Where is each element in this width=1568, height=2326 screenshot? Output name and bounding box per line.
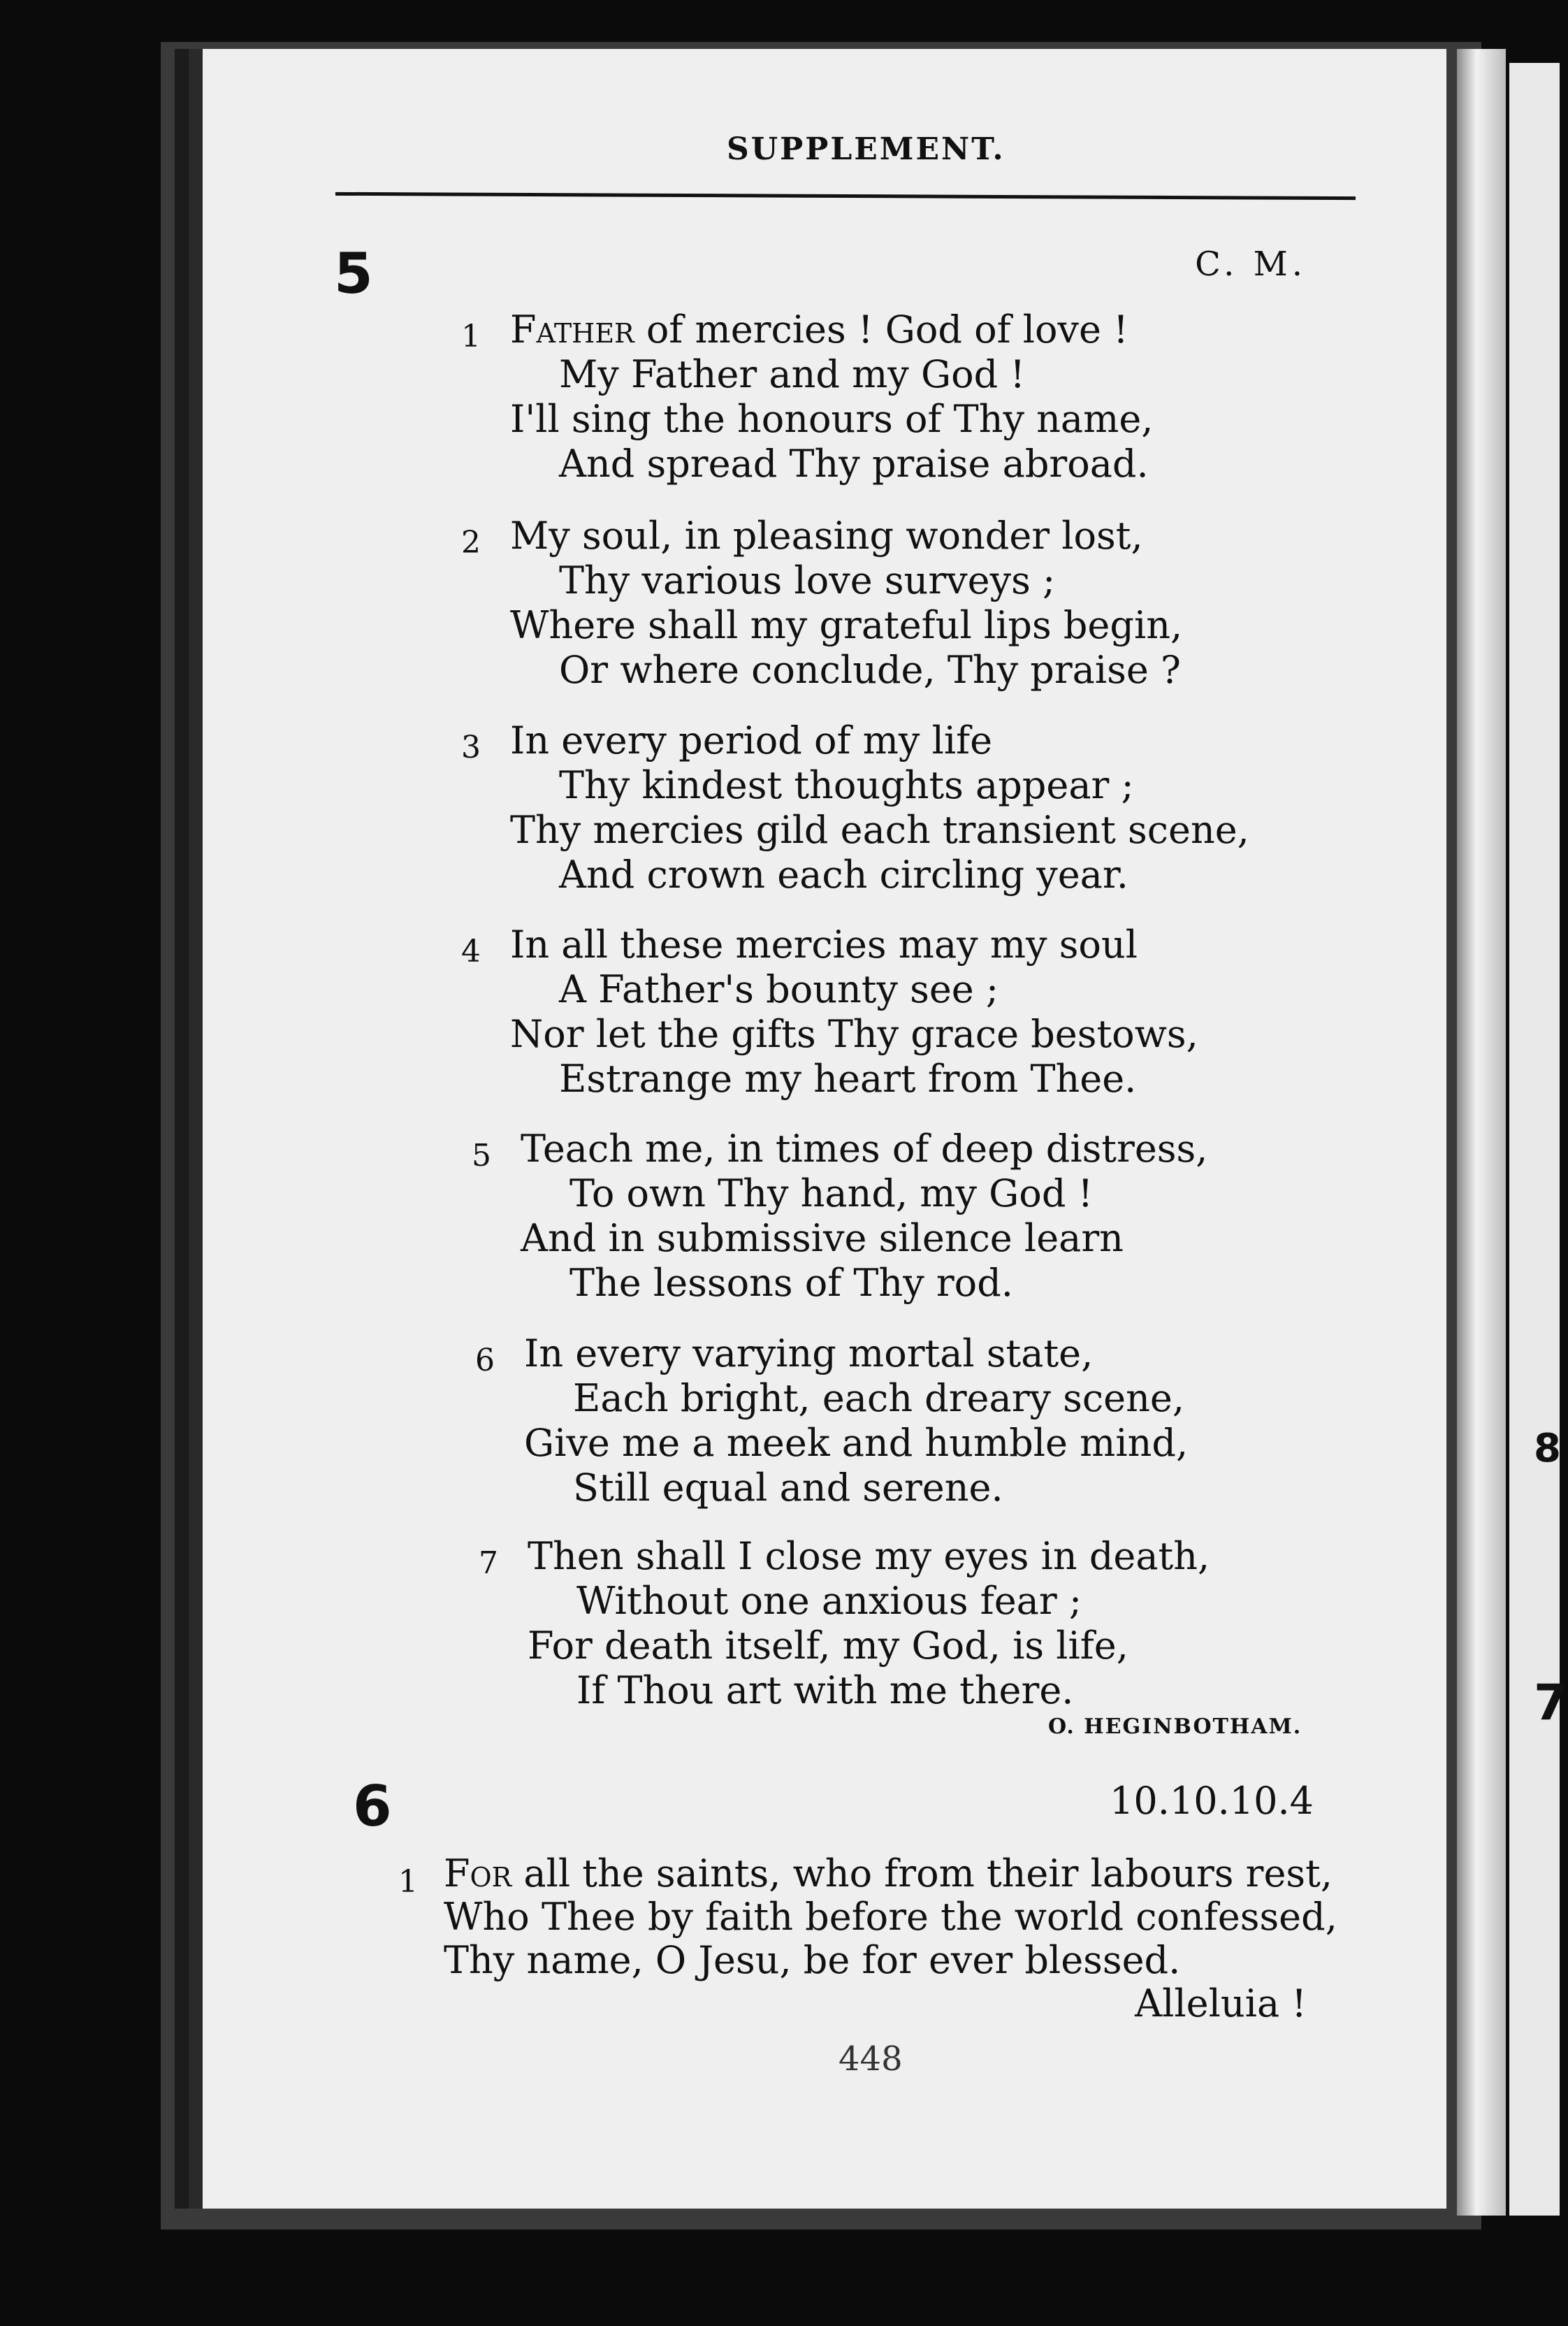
hymn-meter: C. M.: [1195, 245, 1307, 284]
running-head: SUPPLEMENT.: [727, 131, 1006, 167]
next-page-edge: [1509, 63, 1560, 2216]
hymn-author: O. HEGINBOTHAM.: [1048, 1714, 1302, 1739]
verse-line: For death itself, my God, is life,: [528, 1624, 1128, 1668]
verse-6: [475, 1331, 1384, 1510]
verse-4: [461, 923, 1370, 1101]
verse-line: In all these mercies may my soul: [510, 923, 1138, 967]
next-page-fragment: 8: [1534, 1426, 1561, 1471]
verse-line: Nor let the gifts Thy grace bestows,: [510, 1012, 1198, 1056]
verse-line: And in submissive silence learn: [521, 1216, 1124, 1260]
verse-line: Or where conclude, Thy praise ?: [559, 648, 1181, 692]
verse-line: Estrange my heart from Thee.: [559, 1057, 1137, 1101]
verse-number: 4: [461, 934, 481, 969]
verse-line: My Father and my God !: [559, 352, 1026, 396]
verse-line: Thy various love surveys ;: [559, 558, 1056, 602]
verse-3: [461, 718, 1370, 897]
verse-number: 1: [461, 319, 481, 354]
verse-line: A Father's bounty see ;: [559, 967, 999, 1011]
hymn-number: 5: [334, 241, 373, 306]
verse-line: Teach me, in times of deep distress,: [521, 1127, 1208, 1171]
verse-line: Father of mercies ! God of love !: [510, 308, 1128, 352]
hymn-meter: 10.10.10.4: [1110, 1779, 1314, 1823]
verse-first-word: Father: [510, 308, 634, 352]
verse-line: The lessons of Thy rod.: [569, 1261, 1013, 1305]
hymn-number: 6: [353, 1774, 392, 1839]
verse-line: Thy mercies gild each transient scene,: [510, 808, 1249, 852]
verse-1: [398, 1852, 1377, 2025]
verse-line: Thy kindest thoughts appear ;: [559, 763, 1134, 807]
page-number: 448: [839, 2039, 903, 2079]
verse-line: I'll sing the honours of Thy name,: [510, 397, 1154, 441]
verse-number: 2: [461, 525, 481, 561]
verse-line: Where shall my grateful lips begin,: [510, 603, 1183, 647]
verse-number: 6: [475, 1343, 495, 1378]
verse-line: Give me a meek and humble mind,: [524, 1421, 1189, 1465]
book-gutter: [1457, 49, 1506, 2216]
verse-line: Each bright, each dreary scene,: [573, 1376, 1184, 1420]
verse-line: For all the saints, who from their labours rest,: [444, 1851, 1333, 1895]
verse-5: [472, 1127, 1380, 1306]
verse-number: 1: [398, 1864, 418, 1900]
verse-line: My soul, in pleasing wonder lost,: [510, 514, 1143, 558]
verse-line: Then shall I close my eyes in death,: [528, 1534, 1210, 1578]
verse-number: 5: [472, 1138, 491, 1173]
verse-number: 7: [479, 1545, 498, 1581]
verse-line: Who Thee by faith before the world confessed,: [444, 1895, 1337, 1939]
verse-line: In every varying mortal state,: [524, 1331, 1094, 1375]
verse-refrain: Alleluia !: [1135, 1981, 1307, 2025]
verse-line: If Thou art with me there.: [576, 1668, 1074, 1712]
verse-line: To own Thy hand, my God !: [569, 1171, 1094, 1215]
verse-line: Thy name, O Jesu, be for ever blessed.: [444, 1938, 1181, 1982]
verse-line: And spread Thy praise abroad.: [559, 442, 1149, 486]
next-page-fragment: 7: [1534, 1674, 1568, 1731]
verse-7: [479, 1534, 1387, 1713]
verse-number: 3: [461, 730, 481, 765]
verse-line: In every period of my life: [510, 718, 993, 763]
verse-line: Still equal and serene.: [573, 1466, 1003, 1510]
verse-first-word: For: [444, 1851, 512, 1895]
verse-2: [461, 514, 1370, 693]
verse-line: And crown each circling year.: [559, 853, 1128, 897]
verse-1: [461, 308, 1370, 486]
verse-line: Without one anxious fear ;: [576, 1579, 1082, 1623]
